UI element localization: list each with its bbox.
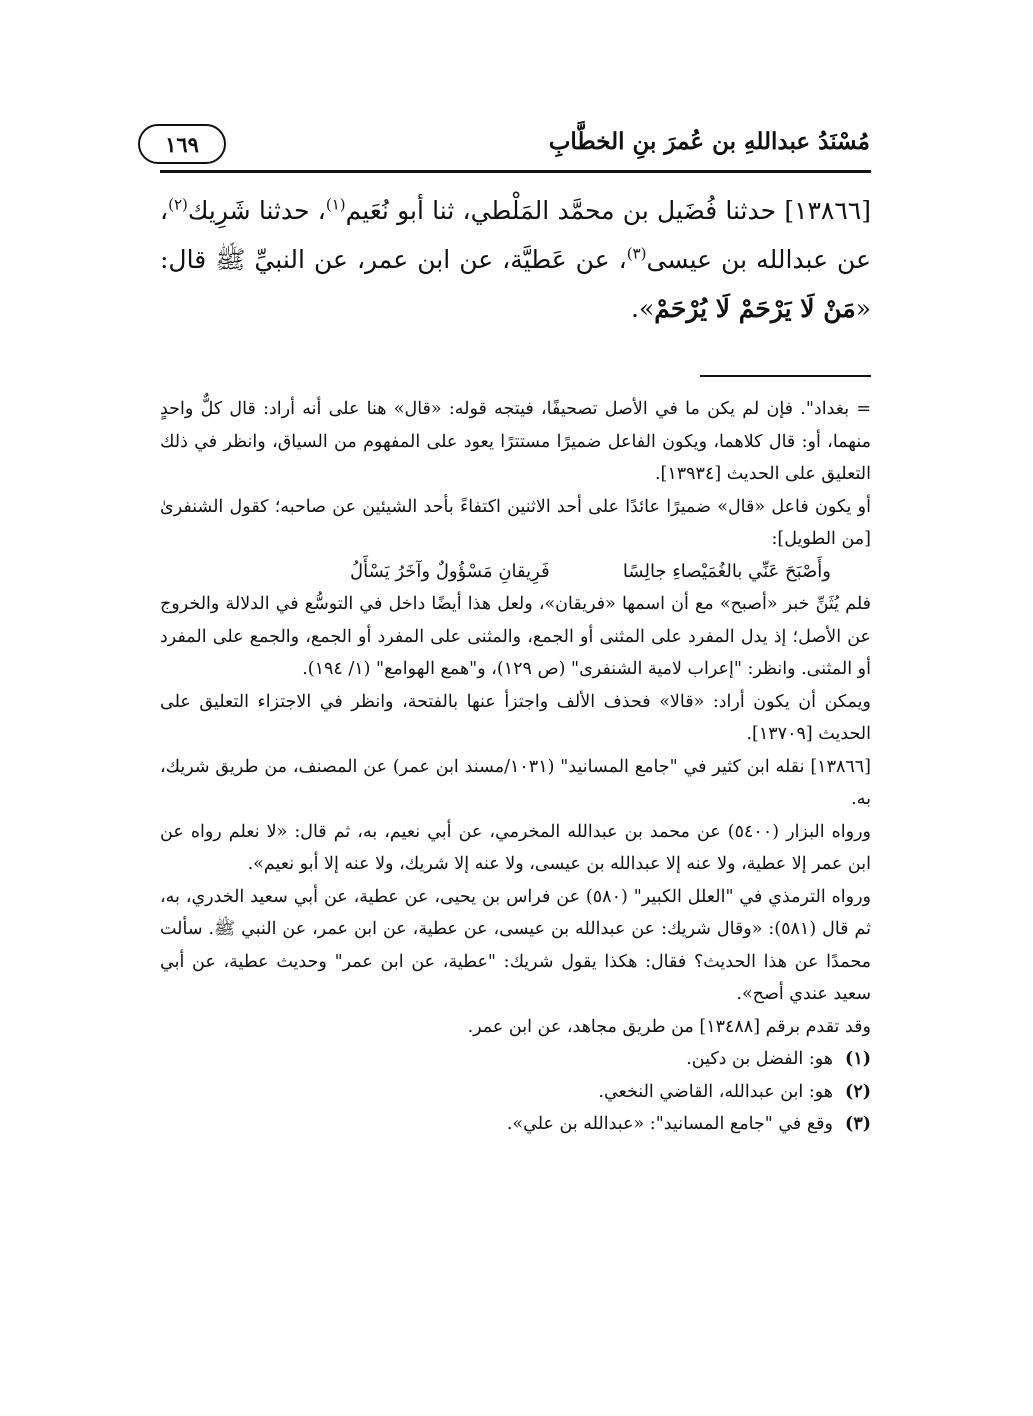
note-paragraph: أو يكون فاعل «قال» ضميرًا عائدًا على أحد الاثنين اكتفاءً بأحد الشيئين عن صاحبه؛ كقول الشنفرىٰ [من الطويل]: <box>160 496 871 549</box>
takhrij-paragraph: وقد تقدم برقم [١٣٤٨٨] من طريق مجاهد، عن ابن عمر. <box>467 1016 871 1037</box>
numbered-footnotes <box>160 1043 871 1141</box>
verse-first-hemistich: وأَصْبَحَ عَنِّي بالغُمَيْصاءِ جالِسًا <box>622 560 831 582</box>
footnote-ref-2[interactable]: (٢) <box>168 195 188 214</box>
footnote-number: (٣) <box>845 1114 871 1134</box>
footnote-divider <box>700 375 871 377</box>
footnote-number: (١) <box>845 1049 871 1069</box>
note-paragraph: فلم يُثَنِّ خبر «أصبح» مع أن اسمها «فريقان»، ولعل هذا أيضًا داخل في التوسُّع في الدلالة والخروج عن الأصل؛ إذ يدل المفرد على المثنى أو الجمع، والمثنى على المفرد أو الجمع، والجمع على المفرد أو المثنى. وانظر: "إعراب لامية الشنفرى" (ص ١٢٩)، و"همع الهوامع" (١/ ١٩٤). <box>160 594 871 679</box>
note-paragraph: ويمكن أن يكون أراد: «قالا» فحذف الألف واجتزأ عنها بالفتحة، وانظر في الاجتزاء التعليق على الحديث [١٣٧٠٩]. <box>160 691 871 744</box>
footnote-text: هو: ابن عبدالله، القاضي النخعي. <box>598 1081 833 1102</box>
hadith-isnad-3: ، عن عبدالله بن عيسى <box>160 196 871 274</box>
hadith-matn: مَنْ لَا يَرْحَمْ لَا يُرْحَمْ <box>654 294 856 323</box>
footnote-text: هو: الفضل بن دكين. <box>686 1049 833 1069</box>
footnotes <box>160 393 871 1141</box>
note-paragraph: = بغداد". فإن لم يكن ما في الأصل تصحيفًا، فيتجه قوله: «قال» هنا على أنه أراد: قال كلٌّ واحدٍ منهما، أو: قال كلاهما، ويكون الفاعل ضميرًا مستترًا يعود على المفهوم من السياق، وانظر في ذلك التعليق على الحديث [١٣٩٣٤]. <box>160 399 871 484</box>
takhrij-paragraph: [١٣٨٦٦] نقله ابن كثير في "جامع المسانيد" (١٠٣١/مسند ابن عمر) عن المصنف، من طريق شريك، به. <box>160 756 871 809</box>
numbered-footnote <box>160 1108 871 1141</box>
footnote-text: وقع في "جامع المسانيد": «عبدالله بن علي». <box>506 1114 833 1134</box>
footnote-ref-1[interactable]: (١) <box>325 195 346 214</box>
numbered-footnote <box>160 1076 871 1109</box>
numbered-footnote <box>160 1043 871 1076</box>
takhrij-paragraph: ورواه الترمذي في "العلل الكبير" (٥٨٠) عن فراس بن يحيى، عن عطية، عن أبي سعيد الخدري، به، ثم قال (٥٨١): «وقال شريك: عن عبدالله بن عيسى، عن عطية، عن ابن عمر، عن النبي ﷺ. سألت محمدًا عن هذا الحديث؟ فقال: هكذا يقول شريك: "عطية، عن ابن عمر" وحديث عطية، عن أبي سعيد عندي أصح». <box>160 886 871 1004</box>
hadith-isnad-4: ، عن عَطيَّة، عن ابن عمر، عن النبيِّ ﷺ قال: « <box>160 245 871 323</box>
verse-second-hemistich: فَرِيقانِ مَسْؤُولٌ وآخَرُ يَسْأَلُ <box>350 560 550 582</box>
hadith-isnad-2: ، حدثنا شَرِيك <box>187 196 326 225</box>
page-number-badge: ١٦٩ <box>138 124 226 164</box>
running-header-title: مُسْنَدُ عبداللهِ بن عُمرَ بنِ الخطَّابِ <box>548 128 870 155</box>
hadith-isnad-1: [١٣٨٦٦] حدثنا فُضَيل بن محمَّد المَلْطي، ثنا أبو نُعَيم <box>345 196 871 225</box>
header-divider <box>160 170 871 173</box>
footnote-number: (٢) <box>845 1081 871 1102</box>
takhrij-paragraph: ورواه البزار (٥٤٠٠) عن محمد بن عبدالله المخرمي، عن أبي نعيم، به، ثم قال: «لا نعلم رواه عن ابن عمر إلا عطية، ولا عنه إلا عبدالله بن عيسى، ولا عنه إلا شريك، ولا عنه إلا أبو نعيم». <box>160 821 872 874</box>
poetry-verse <box>160 556 871 589</box>
footnote-ref-3[interactable]: (٣) <box>626 244 647 263</box>
hadith-end: ». <box>631 294 655 323</box>
hadith-text <box>160 186 871 333</box>
